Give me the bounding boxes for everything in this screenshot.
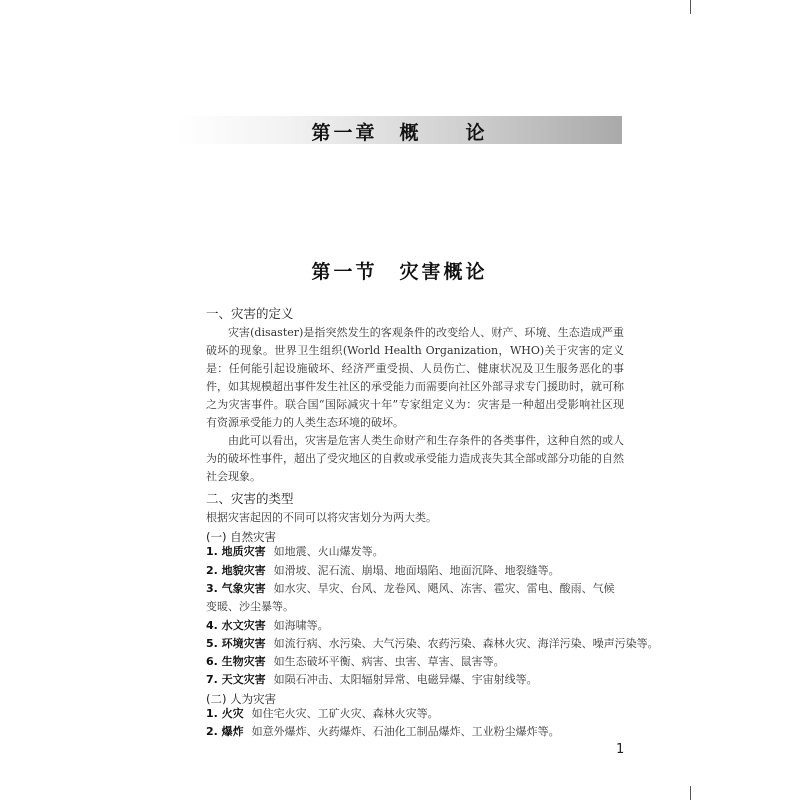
item-term: 6. 生物灾害 (206, 655, 266, 668)
list-item (206, 723, 560, 741)
heading-types: 二、灾害的类型 (206, 491, 294, 506)
item-term: 1. 地质灾害 (206, 545, 266, 558)
item-desc: 如住宅火灾、工矿火灾、森林火灾等。 (251, 707, 439, 720)
item-desc: 如意外爆炸、火药爆炸、石油化工制品爆炸、工业粉尘爆炸等。 (251, 725, 560, 738)
item-term: 7. 天文灾害 (206, 673, 266, 686)
item-desc: 如生态破坏平衡、病害、虫害、草害、鼠害等。 (273, 655, 505, 668)
list-item (206, 671, 538, 689)
item-term: 1. 火灾 (206, 707, 244, 720)
item-desc: 如陨石冲击、太阳辐射异常、电磁异爆、宇宙射线等。 (273, 673, 538, 686)
item-desc: 如水灾、旱灾、台风、龙卷风、飓风、冻害、雹灾、雷电、酸雨、气候变暖、沙尘暴等。 (206, 582, 615, 613)
list-item (206, 543, 384, 561)
list-item (206, 653, 505, 671)
item-term: 2. 爆炸 (206, 725, 244, 738)
category-manmade: (二) 人为灾害 (206, 692, 277, 706)
paragraph-definition: 灾害(disaster)是指突然发生的客观条件的改变给人、财产、环境、生态造成严重破坏的现象。世界卫生组织(World Health Organization，WHO)关于灾害的定义是：任何能引起设施破坏、经济严重受损、人员伤亡、健康状况及卫生服务恶化的事件，如其规模超出事件发生社区的承受能力而需要向社区外部寻求专门援助时，就可称之为灾害事件。联合国“国际减灾十年”专家组定义为：灾害是一种超出受影响社区现有资源承受能力的人类生态环境的破坏。 (206, 326, 624, 429)
list-item (206, 617, 329, 635)
item-desc: 如海啸等。 (273, 619, 329, 632)
list-item (206, 705, 439, 723)
item-term: 3. 气象灾害 (206, 582, 266, 595)
list-item (206, 635, 659, 653)
chapter-title-bar (177, 116, 622, 144)
chapter-title: 第一章 概 论 (311, 122, 488, 144)
item-term: 2. 地貌灾害 (206, 564, 266, 577)
intro-text: 根据灾害起因的不同可以将灾害划分为两大类。 (206, 511, 437, 524)
heading-definition: 一、灾害的定义 (206, 306, 294, 321)
paragraph-summary: 由此可以看出，灾害是危害人类生命财产和生存条件的各类事件，这种自然的或人为的破坏性事件，超出了受灾地区的自救或承受能力造成丧失其全部或部分功能的自然社会现象。 (206, 434, 624, 483)
item-desc: 如流行病、水污染、大气污染、农药污染、森林火灾、海洋污染、噪声污染等。 (273, 637, 659, 650)
item-desc: 如地震、火山爆发等。 (273, 545, 384, 558)
category-natural: (一) 自然灾害 (206, 530, 277, 544)
list-item (206, 562, 560, 580)
item-term: 4. 水文灾害 (206, 619, 266, 632)
item-term: 5. 环境灾害 (206, 637, 266, 650)
item-desc: 如滑坡、泥石流、崩塌、地面塌陷、地面沉降、地裂缝等。 (273, 564, 560, 577)
crop-mark-top (690, 0, 691, 14)
crop-mark-bottom (690, 786, 691, 800)
section-title: 第一节 灾害概论 (311, 261, 488, 283)
page-number: 1 (616, 742, 625, 757)
list-item (206, 580, 624, 616)
